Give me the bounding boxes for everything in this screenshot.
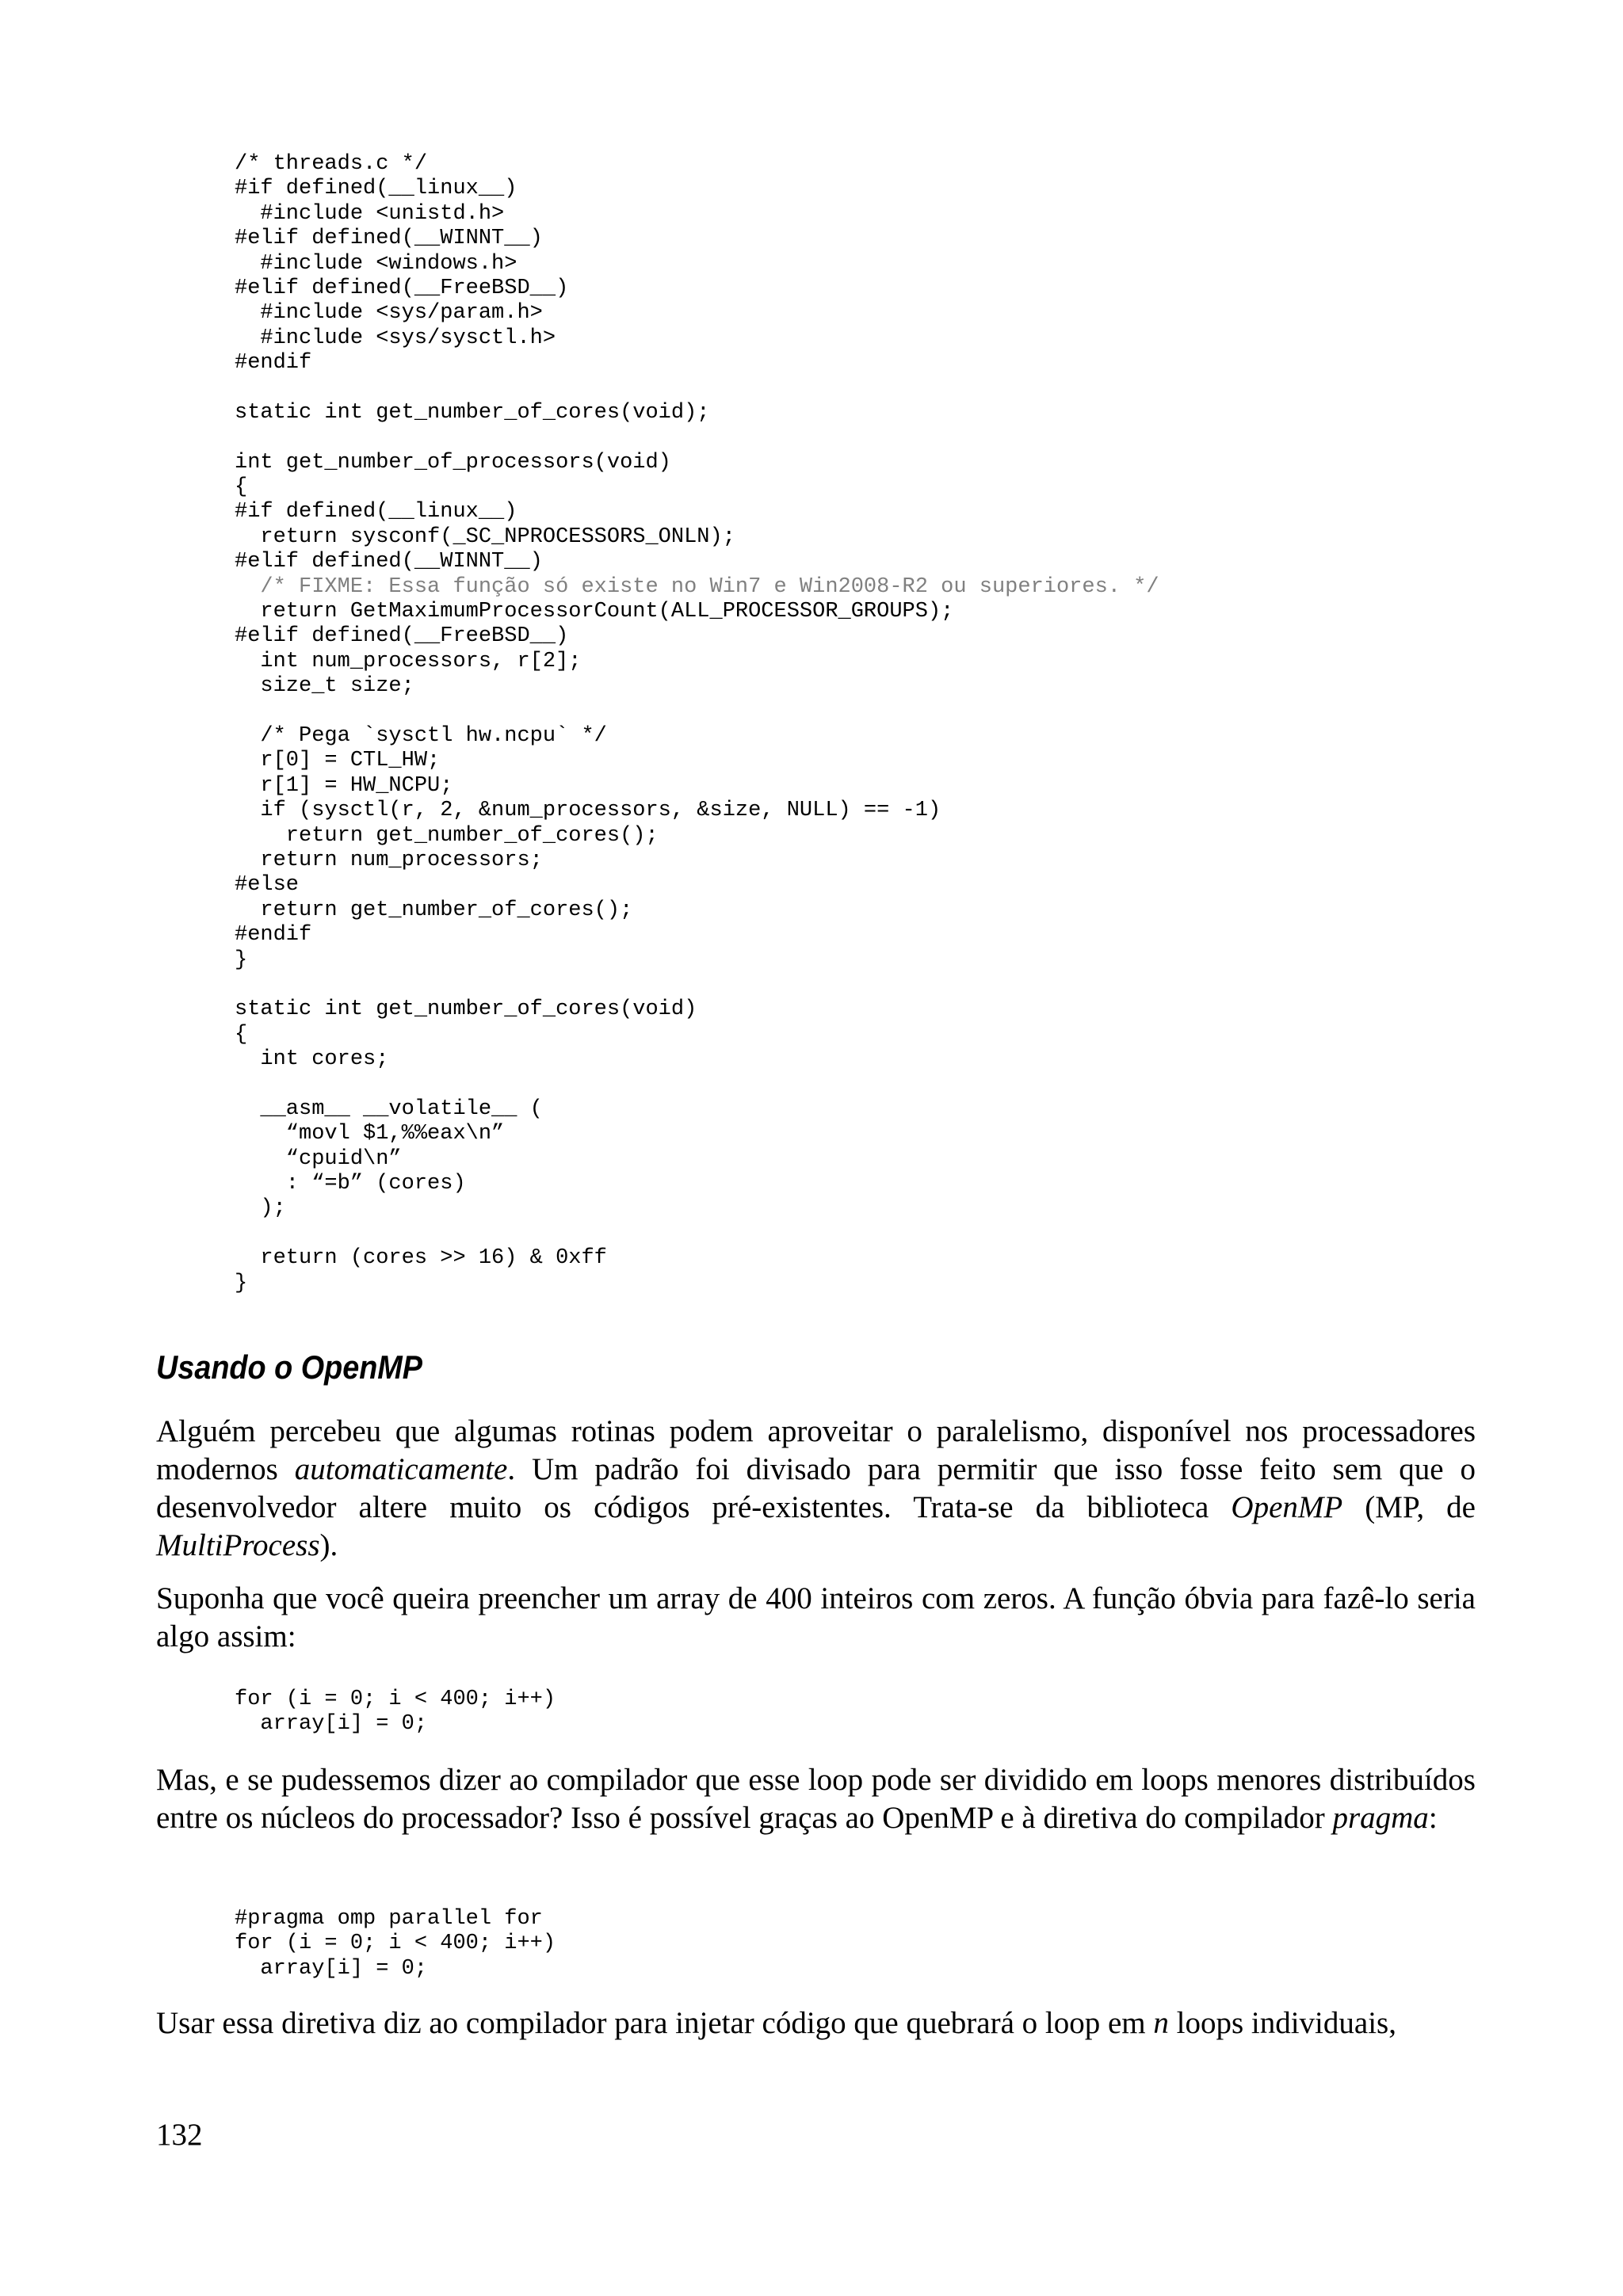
- code-line: “cpuid\n”: [235, 1146, 402, 1171]
- emphasis-openmp: OpenMP: [1231, 1490, 1343, 1524]
- code-line: #include <sys/param.h>: [235, 301, 543, 326]
- code-line: #if defined(__linux__): [235, 177, 517, 201]
- code-line: static int get_number_of_cores(void): [235, 997, 697, 1022]
- emphasis-n: n: [1153, 2006, 1169, 2040]
- code-line: #endif: [235, 351, 312, 376]
- text-span: . Um padrão foi divisado para permitir que isso fosse feito sem que o desenvolvedor altere muito os códigos pré-existentes. Trata-se da biblioteca: [156, 1452, 1476, 1524]
- paragraph-array-example: Suponha que você queira preencher um array de 400 inteiros com zeros. A função óbvia para fazê-lo seria algo assim:: [156, 1581, 1476, 1653]
- code-line: #elif defined(__WINNT__): [235, 227, 543, 251]
- text-span: ).: [319, 1528, 338, 1562]
- code-line: return get_number_of_cores();: [235, 898, 633, 922]
- code-line: [235, 376, 1159, 401]
- code-line: size_t size;: [235, 674, 414, 699]
- code-line: {: [235, 1022, 248, 1047]
- text-span: Alguém percebeu que algumas rotinas podem aproveitar o paralelismo, disponível nos processadores modernos: [156, 1414, 1476, 1486]
- code-line: }: [235, 1271, 248, 1295]
- code-line: #include <sys/sysctl.h>: [235, 326, 556, 350]
- section-heading: Usando o OpenMP: [156, 1348, 423, 1386]
- code-line: if (sysctl(r, 2, &num_processors, &size, NULL) == -1): [235, 799, 941, 823]
- code-line: #if defined(__linux__): [235, 500, 517, 524]
- code-line: #elif defined(__FreeBSD__): [235, 276, 569, 300]
- code-line: /* FIXME: Essa função só existe no Win7 e Win2008-R2 ou superiores. */: [235, 574, 1159, 599]
- paragraph-intro: [156, 1413, 1476, 1565]
- page-number: 132: [156, 2118, 203, 2152]
- code-line: {: [235, 475, 248, 500]
- code-line: return get_number_of_cores();: [235, 823, 659, 848]
- code-line: #pragma omp parallel for: [235, 1907, 543, 1931]
- code-line: #elif defined(__FreeBSD__): [235, 624, 569, 649]
- code-line: [235, 1072, 1159, 1097]
- code-line: array[i] = 0;: [235, 1712, 428, 1737]
- code-line: /* threads.c */: [235, 152, 428, 176]
- paragraph-pragma-intro: [156, 1761, 1476, 1837]
- code-line: array[i] = 0;: [235, 1956, 428, 1981]
- code-line: return (cores >> 16) & 0xff: [235, 1246, 607, 1271]
- emphasis-multiprocess: MultiProcess: [156, 1528, 320, 1562]
- code-line: int get_number_of_processors(void): [235, 450, 671, 475]
- paragraph-directive: [156, 2004, 1476, 2042]
- code-line: int num_processors, r[2];: [235, 649, 582, 673]
- emphasis-automaticamente: automaticamente: [294, 1452, 508, 1486]
- code-line: : “=b” (cores): [235, 1172, 466, 1196]
- code-line: #include <windows.h>: [235, 251, 517, 276]
- code-block-pragma: [235, 1907, 556, 1981]
- code-line: #else: [235, 873, 300, 898]
- code-line: for (i = 0; i < 400; i++): [235, 1932, 556, 1956]
- code-line: return GetMaximumProcessorCount(ALL_PROCESSOR_GROUPS);: [235, 600, 954, 624]
- emphasis-pragma: pragma: [1332, 1801, 1429, 1835]
- code-line: for (i = 0; i < 400; i++): [235, 1688, 556, 1711]
- code-line: [235, 1222, 1159, 1246]
- code-line: int cores;: [235, 1047, 389, 1072]
- code-line: #elif defined(__WINNT__): [235, 550, 543, 574]
- code-line: /* Pega `sysctl hw.ncpu` */: [235, 723, 607, 748]
- code-line: r[1] = HW_NCPU;: [235, 773, 453, 798]
- text-span: loops individuais,: [1168, 2006, 1396, 2040]
- code-block-threads: [235, 152, 1159, 1296]
- code-line: [235, 425, 1159, 450]
- text-span: Mas, e se pudessemos dizer ao compilador que esse loop pode ser dividido em loops menores distribuídos entre os núcleos do processador? Isso é possível graças ao OpenMP e à diretiva do compilador: [156, 1763, 1476, 1835]
- text-span: (MP, de: [1342, 1490, 1476, 1524]
- code-line: static int get_number_of_cores(void);: [235, 400, 710, 425]
- text-span: :: [1428, 1801, 1438, 1835]
- code-line: return sysconf(_SC_NPROCESSORS_ONLN);: [235, 524, 735, 549]
- code-line: [235, 973, 1159, 997]
- code-line: }: [235, 948, 248, 972]
- code-line: return num_processors;: [235, 848, 543, 872]
- code-line: #include <unistd.h>: [235, 201, 505, 226]
- code-line: __asm__ __volatile__ (: [235, 1097, 543, 1121]
- code-line: );: [235, 1196, 286, 1221]
- code-line: “movl $1,%%eax\n”: [235, 1122, 505, 1146]
- code-line: r[0] = CTL_HW;: [235, 749, 441, 773]
- code-line: [235, 700, 1159, 724]
- text-span: Usar essa diretiva diz ao compilador para injetar código que quebrará o loop em: [156, 2006, 1154, 2040]
- code-line: #endif: [235, 923, 312, 948]
- code-block-loop: [235, 1688, 556, 1737]
